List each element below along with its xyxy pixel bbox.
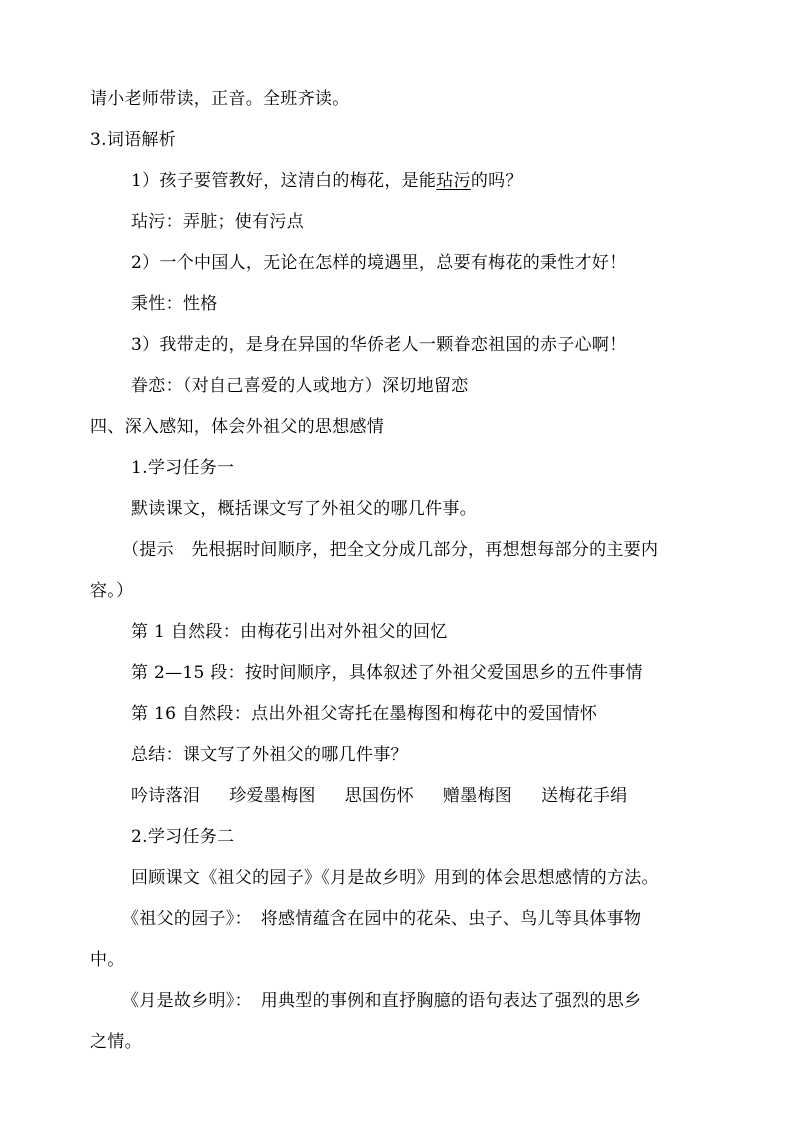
section-3-title: 3.词语解析 — [90, 130, 177, 150]
task-2-title: 2.学习任务二 — [131, 827, 235, 847]
section-4-title: 四、深入感知，体会外祖父的思想感情 — [90, 417, 385, 437]
vocab-term-dianwu: 玷污 — [436, 171, 471, 191]
vocab-item-2: 2）一个中国人，无论在怎样的境遇里，总要有梅花的秉性才好！ — [131, 253, 627, 273]
task-1-title: 1.学习任务一 — [131, 458, 235, 478]
vocab-item-1 — [131, 170, 523, 192]
vocab-def-2: 秉性：性格 — [131, 294, 218, 314]
event-item: 思国伤怀 — [344, 786, 414, 806]
moon-method-line-2: 之情。 — [90, 1032, 142, 1052]
vocab-item-1-post: 的吗？ — [470, 171, 523, 191]
reading-instruction: 请小老师带读，正音。全班齐读。 — [90, 89, 350, 109]
vocab-item-3: 3）我带走的，是身在异国的华侨老人一颗眷恋祖国的赤子心啊！ — [131, 335, 627, 355]
vocab-def-3: 眷恋：（对自己喜爱的人或地方）深切地留恋 — [131, 376, 469, 396]
hint-line-1: （提示 先根据时间顺序，把全文分成几部分，再想想每部分的主要内 — [122, 540, 659, 560]
hint-line-2: 容。） — [90, 581, 134, 601]
moon-method-line-1: 《月是故乡明》： 用典型的事例和直抒胸臆的语句表达了强烈的思乡 — [122, 991, 642, 1011]
event-item: 珍爱墨梅图 — [229, 786, 316, 806]
garden-method-line-1: 《祖父的园子》： 将感情蕴含在园中的花朵、虫子、鸟儿等具体事物 — [122, 909, 642, 929]
paragraph-1-summary: 第 1 自然段：由梅花引出对外祖父的回忆 — [131, 622, 448, 642]
garden-method-line-2: 中。 — [90, 950, 125, 970]
paragraph-16-summary: 第 16 自然段：点出外祖父寄托在墨梅图和梅花中的爱国情怀 — [131, 704, 598, 724]
vocab-def-1: 玷污：弄脏；使有污点 — [131, 212, 304, 232]
vocab-item-1-pre: 1）孩子要管教好，这清白的梅花，是能 — [131, 171, 437, 191]
event-item: 送梅花手绢 — [541, 786, 628, 806]
paragraph-2-15-summary: 第 2—15 段：按时间顺序，具体叙述了外祖父爱国思乡的五件事情 — [131, 663, 643, 683]
event-item: 赠墨梅图 — [442, 786, 513, 806]
event-item: 吟诗落泪 — [131, 786, 201, 806]
task-2-text: 回顾课文《祖父的园子》《月是故乡明》用到的体会思想感情的方法。 — [131, 868, 659, 888]
task-1-text: 默读课文，概括课文写了外祖父的哪几件事。 — [131, 499, 477, 519]
summary-question: 总结：课文写了外祖父的哪几件事？ — [131, 745, 408, 765]
event-list — [131, 785, 628, 807]
